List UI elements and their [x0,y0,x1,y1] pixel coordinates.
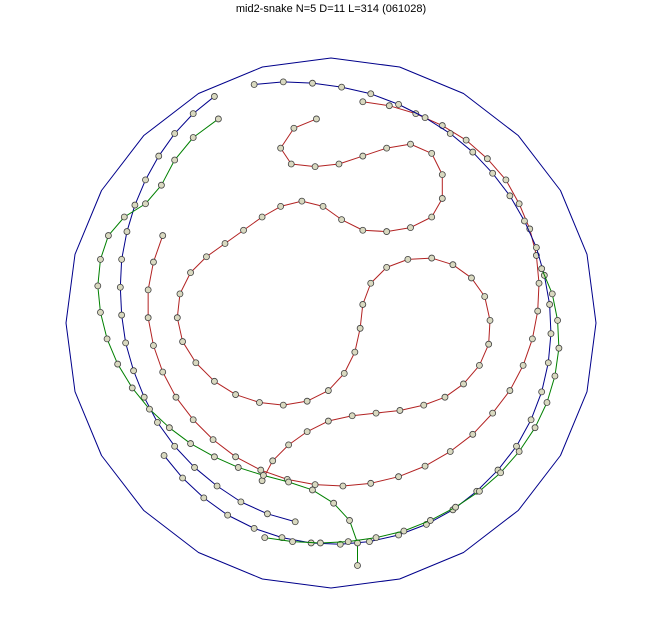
data-point-marker [235,464,241,470]
data-point-marker [225,512,231,518]
data-point-marker [507,388,513,394]
data-point-marker [280,79,286,85]
data-point-marker [352,349,358,355]
data-point-marker [158,182,164,188]
data-point-marker [487,317,493,323]
data-point-marker [447,131,453,137]
data-point-marker [421,402,427,408]
data-point-marker [260,472,266,478]
data-point-marker [442,394,448,400]
data-point-marker [145,287,151,293]
data-point-marker [145,315,151,321]
data-point-marker [172,157,178,163]
data-point-marker [339,84,345,90]
data-point-marker [188,270,194,276]
series-snake-green-left [95,116,361,569]
data-point-marker [349,413,355,419]
data-point-marker [360,227,366,233]
data-point-marker [238,499,244,505]
data-point-marker [150,259,156,265]
data-point-marker [368,280,374,286]
data-point-marker [309,487,315,493]
data-point-marker [172,131,178,137]
data-point-marker [539,389,545,395]
data-point-marker [366,539,372,545]
data-point-marker [115,361,121,367]
series-snake-red-inner [174,116,493,484]
data-point-marker [532,425,538,431]
data-point-marker [357,325,363,331]
data-point-marker [156,153,162,159]
data-point-marker [529,336,535,342]
data-point-marker [405,256,411,262]
data-point-marker [408,141,414,147]
data-point-marker [331,500,337,506]
data-point-marker [146,406,152,412]
data-point-marker [539,266,545,272]
data-point-marker [190,135,196,141]
data-point-marker [498,470,504,476]
data-point-marker [535,308,541,314]
data-point-marker [360,99,366,105]
data-point-marker [180,339,186,345]
data-point-marker [373,410,379,416]
data-point-marker [453,504,459,510]
data-point-marker [447,449,453,455]
data-point-marker [429,214,435,220]
data-point-marker [556,345,562,351]
data-point-marker [131,368,137,374]
data-point-marker [119,256,125,262]
data-point-marker [166,425,172,431]
data-point-marker [286,442,292,448]
data-point-marker [104,336,110,342]
data-point-marker [408,225,414,231]
data-point-marker [521,218,527,224]
data-point-marker [545,360,551,366]
data-point-marker [325,418,331,424]
data-point-marker [129,385,135,391]
data-point-marker [304,429,310,435]
polyline-snake-red-outer [148,102,539,486]
data-point-marker [476,488,482,494]
data-point-marker [429,255,435,261]
data-point-marker [313,116,319,122]
data-point-marker [397,407,403,413]
data-point-marker [241,227,247,233]
data-point-marker [124,229,130,235]
data-point-marker [278,203,284,209]
plot-area [0,18,662,635]
data-point-marker [476,362,482,368]
data-point-marker [360,301,366,307]
data-point-marker [154,419,160,425]
polyline-snake-blue-2 [120,96,295,521]
data-point-marker [317,540,323,546]
data-point-marker [422,463,428,469]
data-point-marker [384,145,390,151]
data-point-marker [516,201,522,207]
data-point-marker [160,233,166,239]
data-point-marker [173,394,179,400]
data-point-marker [439,172,445,178]
data-point-marker [222,241,228,247]
data-point-marker [439,195,445,201]
data-point-marker [233,392,239,398]
series-boundary-circle [66,58,596,588]
data-point-marker [360,153,366,159]
polyline-snake-green-left [98,119,358,566]
data-point-marker [211,454,217,460]
data-point-marker [507,193,513,199]
data-point-marker [355,562,361,568]
data-point-marker [192,464,198,470]
data-point-marker [544,400,550,406]
series-snake-green-right [262,266,562,546]
data-point-marker [373,535,379,541]
data-point-marker [309,80,315,86]
data-point-marker [251,82,257,88]
data-point-marker [486,341,492,347]
data-point-marker [117,284,123,290]
data-point-marker [161,453,167,459]
data-point-marker [256,400,262,406]
data-point-marker [429,150,435,156]
data-point-marker [401,528,407,534]
data-point-marker [463,137,469,143]
data-point-marker [468,275,474,281]
data-point-marker [368,91,374,97]
data-point-marker [470,431,476,437]
data-point-marker [396,474,402,480]
data-point-marker [95,283,101,289]
data-point-marker [180,475,186,481]
data-point-marker [292,519,298,525]
data-point-marker [555,317,561,323]
data-point-marker [299,198,305,204]
data-point-marker [320,203,326,209]
data-point-marker [384,229,390,235]
data-point-marker [123,340,129,346]
data-point-marker [132,202,138,208]
data-point-marker [143,201,149,207]
data-point-marker [233,454,239,460]
data-point-marker [528,417,534,423]
data-point-marker [160,369,166,375]
data-point-marker [259,214,265,220]
data-point-marker [548,331,554,337]
data-point-marker [190,111,196,117]
data-point-marker [340,483,346,489]
data-point-marker [312,164,318,170]
data-point-marker [97,256,103,262]
data-point-marker [203,254,209,260]
data-point-marker [290,539,296,545]
data-point-marker [201,495,207,501]
data-point-marker [490,410,496,416]
data-point-marker [461,381,467,387]
data-point-marker [490,170,496,176]
data-point-marker [177,291,183,297]
data-point-marker [304,398,310,404]
data-point-marker [278,145,284,151]
data-point-marker [97,309,103,315]
data-point-marker [552,373,558,379]
data-point-marker [368,480,374,486]
data-point-marker [288,161,294,167]
polyline-snake-green-right [265,269,559,543]
data-point-marker [286,479,292,485]
data-point-marker [174,315,180,321]
data-point-marker [345,539,351,545]
data-point-marker [211,378,217,384]
data-point-marker [520,362,526,368]
data-point-marker [533,244,539,250]
polyline-boundary-circle [66,58,596,588]
data-point-marker [251,525,257,531]
data-point-marker [427,517,433,523]
data-point-marker [450,262,456,268]
data-point-marker [150,343,156,349]
plot-title: mid2-snake N=5 D=11 L=314 (061028) [235,3,427,15]
data-point-marker [291,125,297,131]
data-point-marker [549,291,555,297]
data-point-marker [211,93,217,99]
data-point-marker [262,535,268,541]
data-point-marker [384,264,390,270]
data-point-marker [193,360,199,366]
data-point-marker [482,294,488,300]
data-point-marker [143,177,149,183]
data-point-marker [396,101,402,107]
data-point-marker [470,149,476,155]
data-point-marker [121,214,127,220]
data-point-marker [336,161,342,167]
data-point-marker [547,301,553,307]
data-point-marker [516,449,522,455]
data-point-marker [422,115,428,121]
data-point-marker [339,217,345,223]
data-point-marker [215,116,221,122]
data-point-marker [264,511,270,517]
data-point-marker [188,441,194,447]
data-point-marker [210,437,216,443]
data-point-marker [214,483,220,489]
data-point-marker [536,280,542,286]
data-point-marker [325,388,331,394]
snake-plot-svg [0,18,662,635]
data-point-marker [172,443,178,449]
data-point-marker [484,156,490,162]
data-point-marker [347,517,353,523]
data-point-marker [105,233,111,239]
data-point-marker [190,417,196,423]
data-point-marker [386,103,392,109]
polyline-snake-blue-1 [164,82,551,544]
data-point-marker [119,312,125,318]
data-point-marker [503,177,509,183]
data-point-marker [341,370,347,376]
data-point-marker [270,458,276,464]
data-point-marker [280,402,286,408]
